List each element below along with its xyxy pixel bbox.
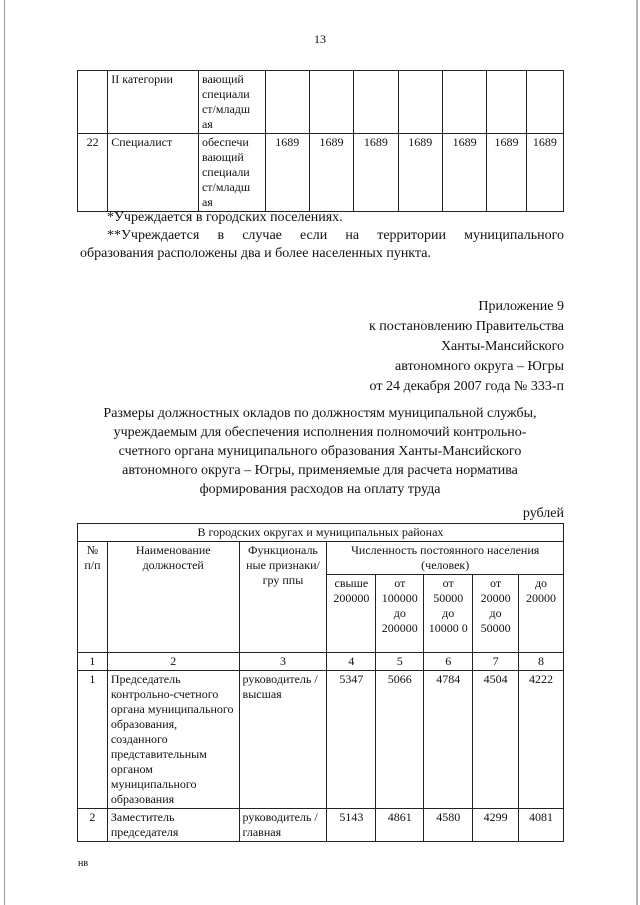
column-number: 6 [424,653,473,671]
value-cell [526,71,563,134]
value-cell: 1689 [487,134,526,212]
salary-value: 4580 [424,809,473,842]
header-function: Функциональ ные признаки/гру ппы [239,542,327,653]
table-row [78,71,564,134]
value-cell [265,71,309,134]
appendix-header [369,297,564,397]
header-pop-range: от 100000 до 200000 [376,575,424,653]
header-pop-range: от 50000 до 10000 0 [424,575,473,653]
footnote-1: *Учреждается в городских поселениях. [107,210,343,225]
title-line: Размеры должностных окладов по должностям муниципальной службы, [103,406,537,421]
footer-code: нв [78,858,89,869]
value-cell: 1689 [354,134,398,212]
appendix-line: автономного округа – Югры [395,359,564,374]
salary-value: 4222 [519,671,564,809]
appendix-line: Приложение 9 [478,299,564,314]
salary-value: 4299 [473,809,519,842]
column-numbers-row [78,653,564,671]
row-category: II категории [108,71,199,134]
value-cell [487,71,526,134]
title-line: счетного органа муниципального образования Ханты-Мансийского [118,444,522,459]
row-number: 2 [78,809,108,842]
title-line: учреждаемым для обеспечения исполнения полномочий контрольно- [113,425,527,440]
header-name: Наименование должностей [107,542,239,653]
table-row [78,134,564,212]
header-pop-range: от 20000 до 50000 [473,575,519,653]
units-label: рублей [522,506,564,521]
column-number: 1 [78,653,108,671]
page-number: 13 [314,32,326,46]
position-name: Заместитель председателя [107,809,239,842]
table-row [78,671,564,809]
header-pop-range: до 20000 [519,575,564,653]
table-section-header [78,524,564,542]
title-line: формирования расходов на оплату труда [199,482,441,497]
salary-table [77,523,564,842]
column-number: 3 [239,653,327,671]
salary-table-continued [77,70,564,212]
position-function: руководитель /главная [239,809,327,842]
value-cell: 1689 [526,134,563,212]
header-population: Численность постоянного населения (человек) [327,542,564,575]
row-function: вающий специали ст/младш ая [198,71,265,134]
appendix-line: от 24 декабря 2007 года № 333-п [369,379,564,394]
footnote-2-continued: образования расположены два и более населенных пункта. [80,246,431,261]
salary-value: 5143 [327,809,376,842]
row-number: 22 [78,134,108,212]
scan-edge-right [636,0,638,905]
row-function: обеспечи вающий специали ст/младш ая [198,134,265,212]
appendix-line: к постановлению Правительства [368,319,564,334]
header-number: № п/п [78,542,108,653]
value-cell: 1689 [309,134,353,212]
header-pop-range: свыше 200000 [327,575,376,653]
document-title [60,404,580,499]
value-cell: 1689 [442,134,486,212]
salary-value: 5347 [327,671,376,809]
table-header-row [78,542,564,575]
value-cell [354,71,398,134]
title-line: автономного округа – Югры, применяемые для расчета норматива [122,463,518,478]
appendix-line: Ханты-Мансийского [440,339,564,354]
column-number: 7 [473,653,519,671]
row-category: Специалист [108,134,199,212]
salary-value: 4504 [473,671,519,809]
section-header: В городских округах и муниципальных районах [78,524,564,542]
column-number: 5 [376,653,424,671]
value-cell: 1689 [265,134,309,212]
value-cell [398,71,442,134]
value-cell [309,71,353,134]
salary-value: 4784 [424,671,473,809]
column-number: 8 [519,653,564,671]
salary-value: 5066 [376,671,424,809]
position-function: руководитель /высшая [239,671,327,809]
column-number: 4 [327,653,376,671]
footnote-2: **Учреждается в случае если на территории муниципального [107,228,564,243]
salary-value: 4081 [519,809,564,842]
column-number: 2 [107,653,239,671]
value-cell [442,71,486,134]
scan-edge-left [4,0,5,905]
row-number: 1 [78,671,108,809]
value-cell: 1689 [398,134,442,212]
salary-value: 4861 [376,809,424,842]
row-number [78,71,108,134]
table-row [78,809,564,842]
position-name: Председатель контрольно-счетного органа муниципального образования, созданного представительным органом муниципального образования [107,671,239,809]
